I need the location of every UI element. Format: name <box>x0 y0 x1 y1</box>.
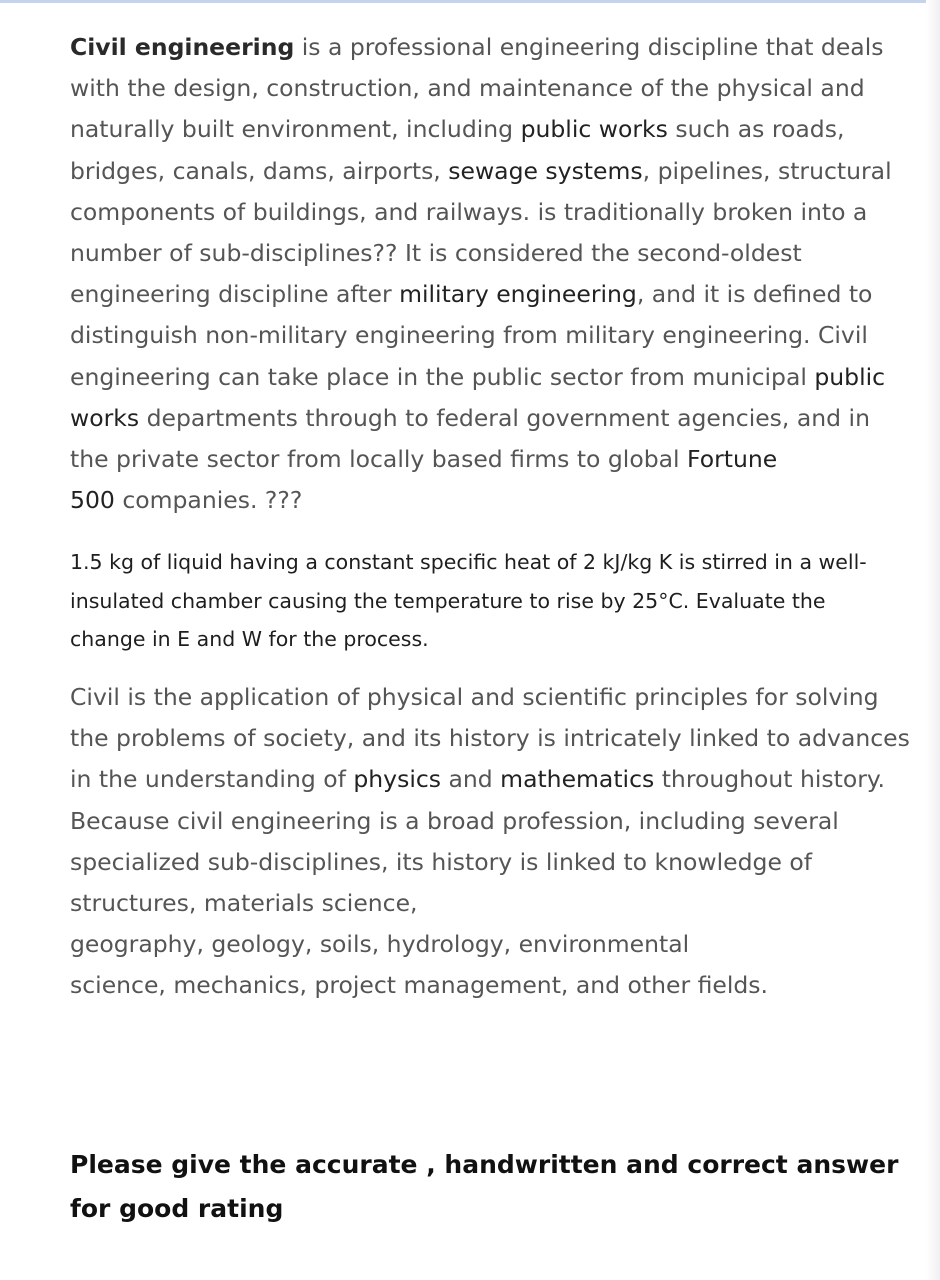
answer-request <box>70 1143 899 1231</box>
history-line-7: geography, geology, soils, hydrology, environmental <box>70 930 690 959</box>
history-line-6: structures, materials science, <box>70 889 418 918</box>
link-fortune[interactable]: Fortune <box>687 445 778 474</box>
intro-line-7: engineering discipline after military engineering, and it is defined to <box>70 280 873 309</box>
question-paragraph <box>70 543 880 659</box>
intro-line-12: 500 companies. ??? <box>70 486 303 515</box>
history-paragraph <box>70 677 910 1007</box>
intro-line-6: number of sub-disciplines?? It is considered the second-oldest <box>70 239 802 268</box>
intro-line-10: works departments through to federal government agencies, and in <box>70 403 870 432</box>
question-line-1: 1.5 kg of liquid having a constant specific heat of 2 kJ/kg K is stirred in a well- <box>70 550 867 574</box>
intro-line-11: the private sector from locally based firms to global Fortune <box>70 445 778 474</box>
link-sewage-systems[interactable]: sewage systems <box>448 156 643 185</box>
history-line-8: science, mechanics, project management, and other fields. <box>70 971 769 1000</box>
intro-line-2: with the design, construction, and maintenance of the physical and <box>70 74 865 103</box>
history-line-5: specialized sub-disciplines, its history is linked to knowledge of <box>70 847 813 876</box>
question-line-3: change in E and W for the process. <box>70 627 429 651</box>
intro-line-1: Civil engineering is a professional engineering discipline that deals <box>70 33 884 61</box>
link-physics[interactable]: physics <box>353 765 442 794</box>
history-line-1: Civil is the application of physical and scientific principles for solving <box>70 683 879 711</box>
right-edge-shadow <box>926 0 940 1280</box>
link-mathematics[interactable]: mathematics <box>500 765 655 794</box>
intro-line-9: engineering can take place in the public sector from municipal public <box>70 362 886 391</box>
intro-paragraph <box>70 27 892 521</box>
intro-line-8: distinguish non-military engineering from military engineering. Civil <box>70 321 868 350</box>
question-line-2: insulated chamber causing the temperature to rise by 25°C. Evaluate the <box>70 588 826 613</box>
intro-line-3: naturally built environment, including public works such as roads, <box>70 115 845 144</box>
request-line-2: for good rating <box>70 1194 284 1223</box>
intro-line-5: components of buildings, and railways. is traditionally broken into a <box>70 197 868 226</box>
request-line-1: Please give the accurate , handwritten and correct answer <box>70 1150 899 1179</box>
history-line-4: Because civil engineering is a broad profession, including several <box>70 806 839 835</box>
history-line-3: in the understanding of physics and mathematics throughout history. <box>70 765 885 794</box>
link-public[interactable]: public <box>814 362 886 391</box>
link-military-engineering[interactable]: military engineering <box>399 280 637 309</box>
intro-term: Civil engineering <box>70 33 295 61</box>
history-line-2: the problems of society, and its history is intricately linked to advances <box>70 724 910 753</box>
top-rule <box>0 0 940 3</box>
link-500[interactable]: 500 <box>70 486 115 515</box>
intro-line-4: bridges, canals, dams, airports, sewage systems, pipelines, structural <box>70 156 892 185</box>
link-public-works[interactable]: public works <box>520 115 668 144</box>
link-works[interactable]: works <box>70 403 140 432</box>
